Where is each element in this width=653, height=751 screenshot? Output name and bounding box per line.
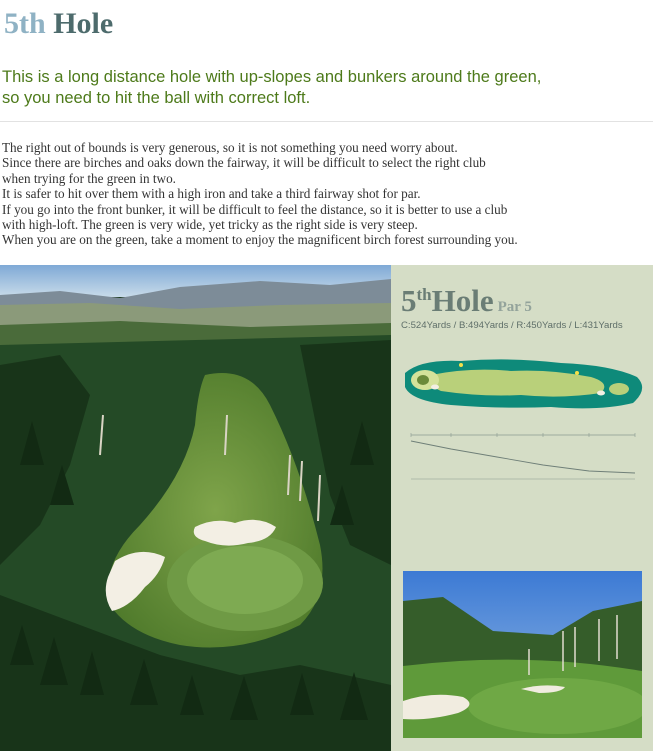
description-line: It is safer to hit over them with a high iron and take a third fairway shot for par. xyxy=(2,186,421,202)
title-number: 5th xyxy=(4,7,46,40)
hole-layout-map xyxy=(401,353,647,413)
yardage-line: C:524Yards / B:494Yards / R:450Yards / L:431Yards xyxy=(401,320,623,331)
lead-text xyxy=(2,67,642,109)
divider xyxy=(0,121,653,122)
page-title xyxy=(4,4,113,44)
description-line: If you go into the front bunker, it will be difficult to feel the distance, so it is better to use a club xyxy=(2,201,508,217)
card-title xyxy=(401,283,532,319)
par-label: Par 5 xyxy=(497,299,532,315)
lead-line: This is a long distance hole with up-slopes and bunkers around the green, xyxy=(2,68,542,86)
description-line: when trying for the green in two. xyxy=(2,170,176,186)
description-line: Since there are birches and oaks down the fairway, it will be difficult to select the right club xyxy=(2,155,486,171)
green-photo xyxy=(403,571,642,738)
aerial-photo xyxy=(0,265,391,751)
title-word: Hole xyxy=(53,7,114,40)
course-card xyxy=(391,265,653,751)
elevation-profile xyxy=(405,427,640,489)
lead-line: so you need to hit the ball with correct loft. xyxy=(2,89,311,107)
description-line: with high-loft. The green is very wide, yet tricky as the right side is very steep. xyxy=(2,217,418,233)
description-text xyxy=(2,140,647,248)
description-line: When you are on the green, take a moment to enjoy the magnificent birch forest surrounding you. xyxy=(2,232,518,248)
card-hole-number: 5 xyxy=(401,283,417,318)
card-hole-suffix: th xyxy=(416,285,432,304)
description-line: The right out of bounds is very generous, so it is not something you need worry about. xyxy=(2,140,458,155)
card-hole-word: Hole xyxy=(431,283,494,318)
